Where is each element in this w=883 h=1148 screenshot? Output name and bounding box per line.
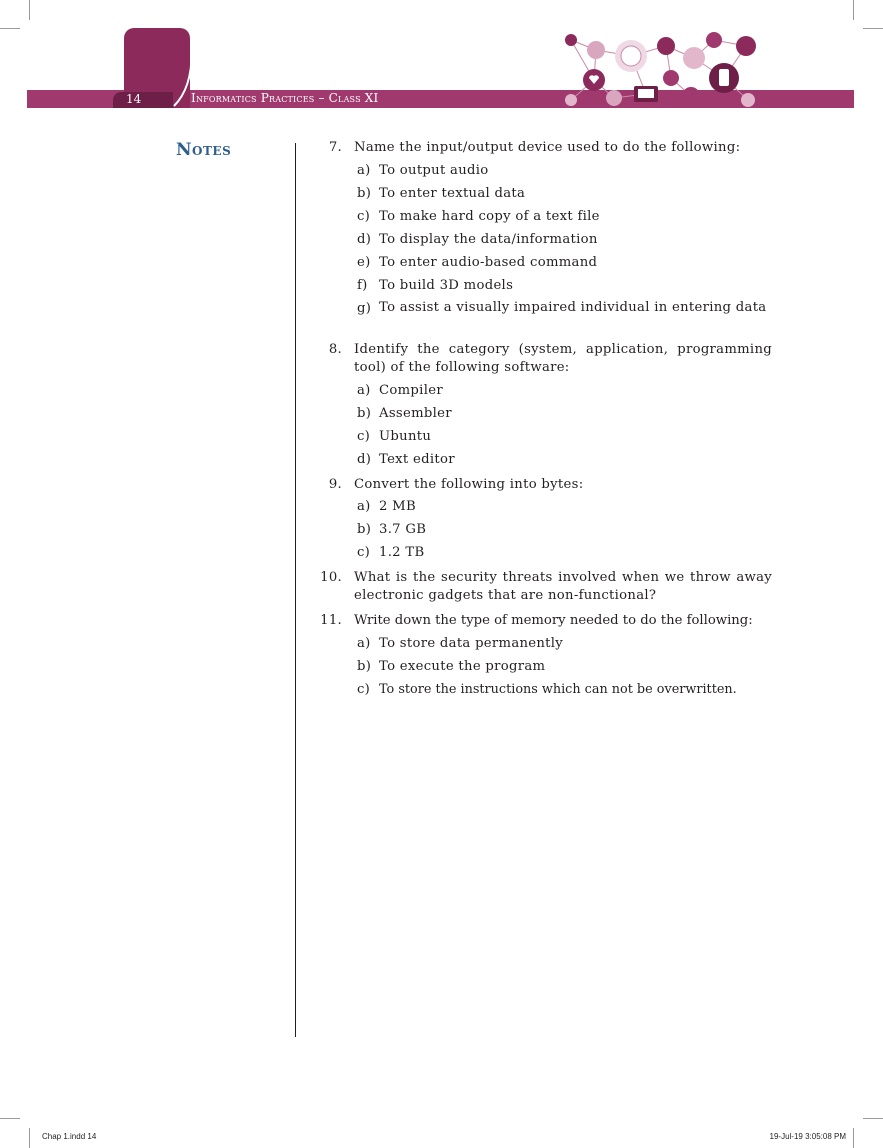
crop-mark [853,1128,854,1148]
question-number: 10. [320,570,342,585]
option-text: Assembler [379,406,452,421]
option-label: b) [357,522,372,537]
option-label: f) [357,278,368,293]
option-label: b) [357,186,372,201]
footer-file-slug: Chap 1.indd 14 [42,1132,97,1141]
question-number: 9. [328,477,342,492]
question-number: 11. [320,613,342,628]
crop-mark [0,1118,20,1119]
option-text: To make hard copy of a text file [379,209,600,224]
option-label: a) [357,383,371,398]
option-text: To display the data/information [379,232,598,247]
option-label: d) [357,452,372,467]
notes-label: Notes [176,140,232,160]
option-text: 2 MB [379,499,416,514]
question-number: 8. [328,342,342,357]
question-text: Convert the following into bytes: [354,477,584,492]
social-network-graphic-icon [556,28,771,110]
option-label: d) [357,232,372,247]
question-text: Name the input/output device used to do the following: [354,140,741,155]
running-title: Informatics Practices – Class XI [191,91,379,105]
notes-divider [295,143,296,1037]
option-label: c) [357,682,371,697]
option-text: Compiler [379,383,443,398]
option-label: c) [357,429,371,444]
option-text: To build 3D models [379,278,514,293]
option-text: To store the instructions which can not be overwritten. [379,682,737,697]
option-label: a) [357,499,371,514]
crop-mark [863,1118,883,1119]
crop-mark [853,0,854,20]
option-text: Ubuntu [379,429,432,444]
option-text: To output audio [379,163,489,178]
option-label: g) [357,301,372,316]
option-label: e) [357,255,371,270]
question-text: Write down the type of memory needed to do the following: [354,613,753,628]
option-text: 1.2 TB [379,545,425,560]
question-number: 7. [328,140,342,155]
footer-timestamp: 19-Jul-19 3:05:08 PM [769,1132,846,1141]
crop-mark [0,28,20,29]
option-label: a) [357,163,371,178]
option-text: 3.7 GB [379,522,427,537]
option-label: c) [357,209,371,224]
option-text: To enter audio-based command [379,255,598,270]
option-text: Text editor [379,452,455,467]
crop-mark [29,0,30,20]
page-number-box [113,92,173,108]
option-text: To store data permanently [379,636,564,651]
option-text: To assist a visually impaired individual in entering data [379,300,767,315]
option-text: To execute the program [379,659,546,674]
crop-mark [863,28,883,29]
page-number: 14 [126,92,142,106]
option-label: b) [357,659,372,674]
crop-mark [29,1128,30,1148]
option-label: b) [357,406,372,421]
question-text: Identify the category (system, application, programming tool) of the following software: [354,342,772,375]
option-text: To enter textual data [379,186,526,201]
option-label: c) [357,545,371,560]
question-text: What is the security threats involved when we throw away electronic gadgets that are non-functional? [354,570,772,603]
option-label: a) [357,636,371,651]
